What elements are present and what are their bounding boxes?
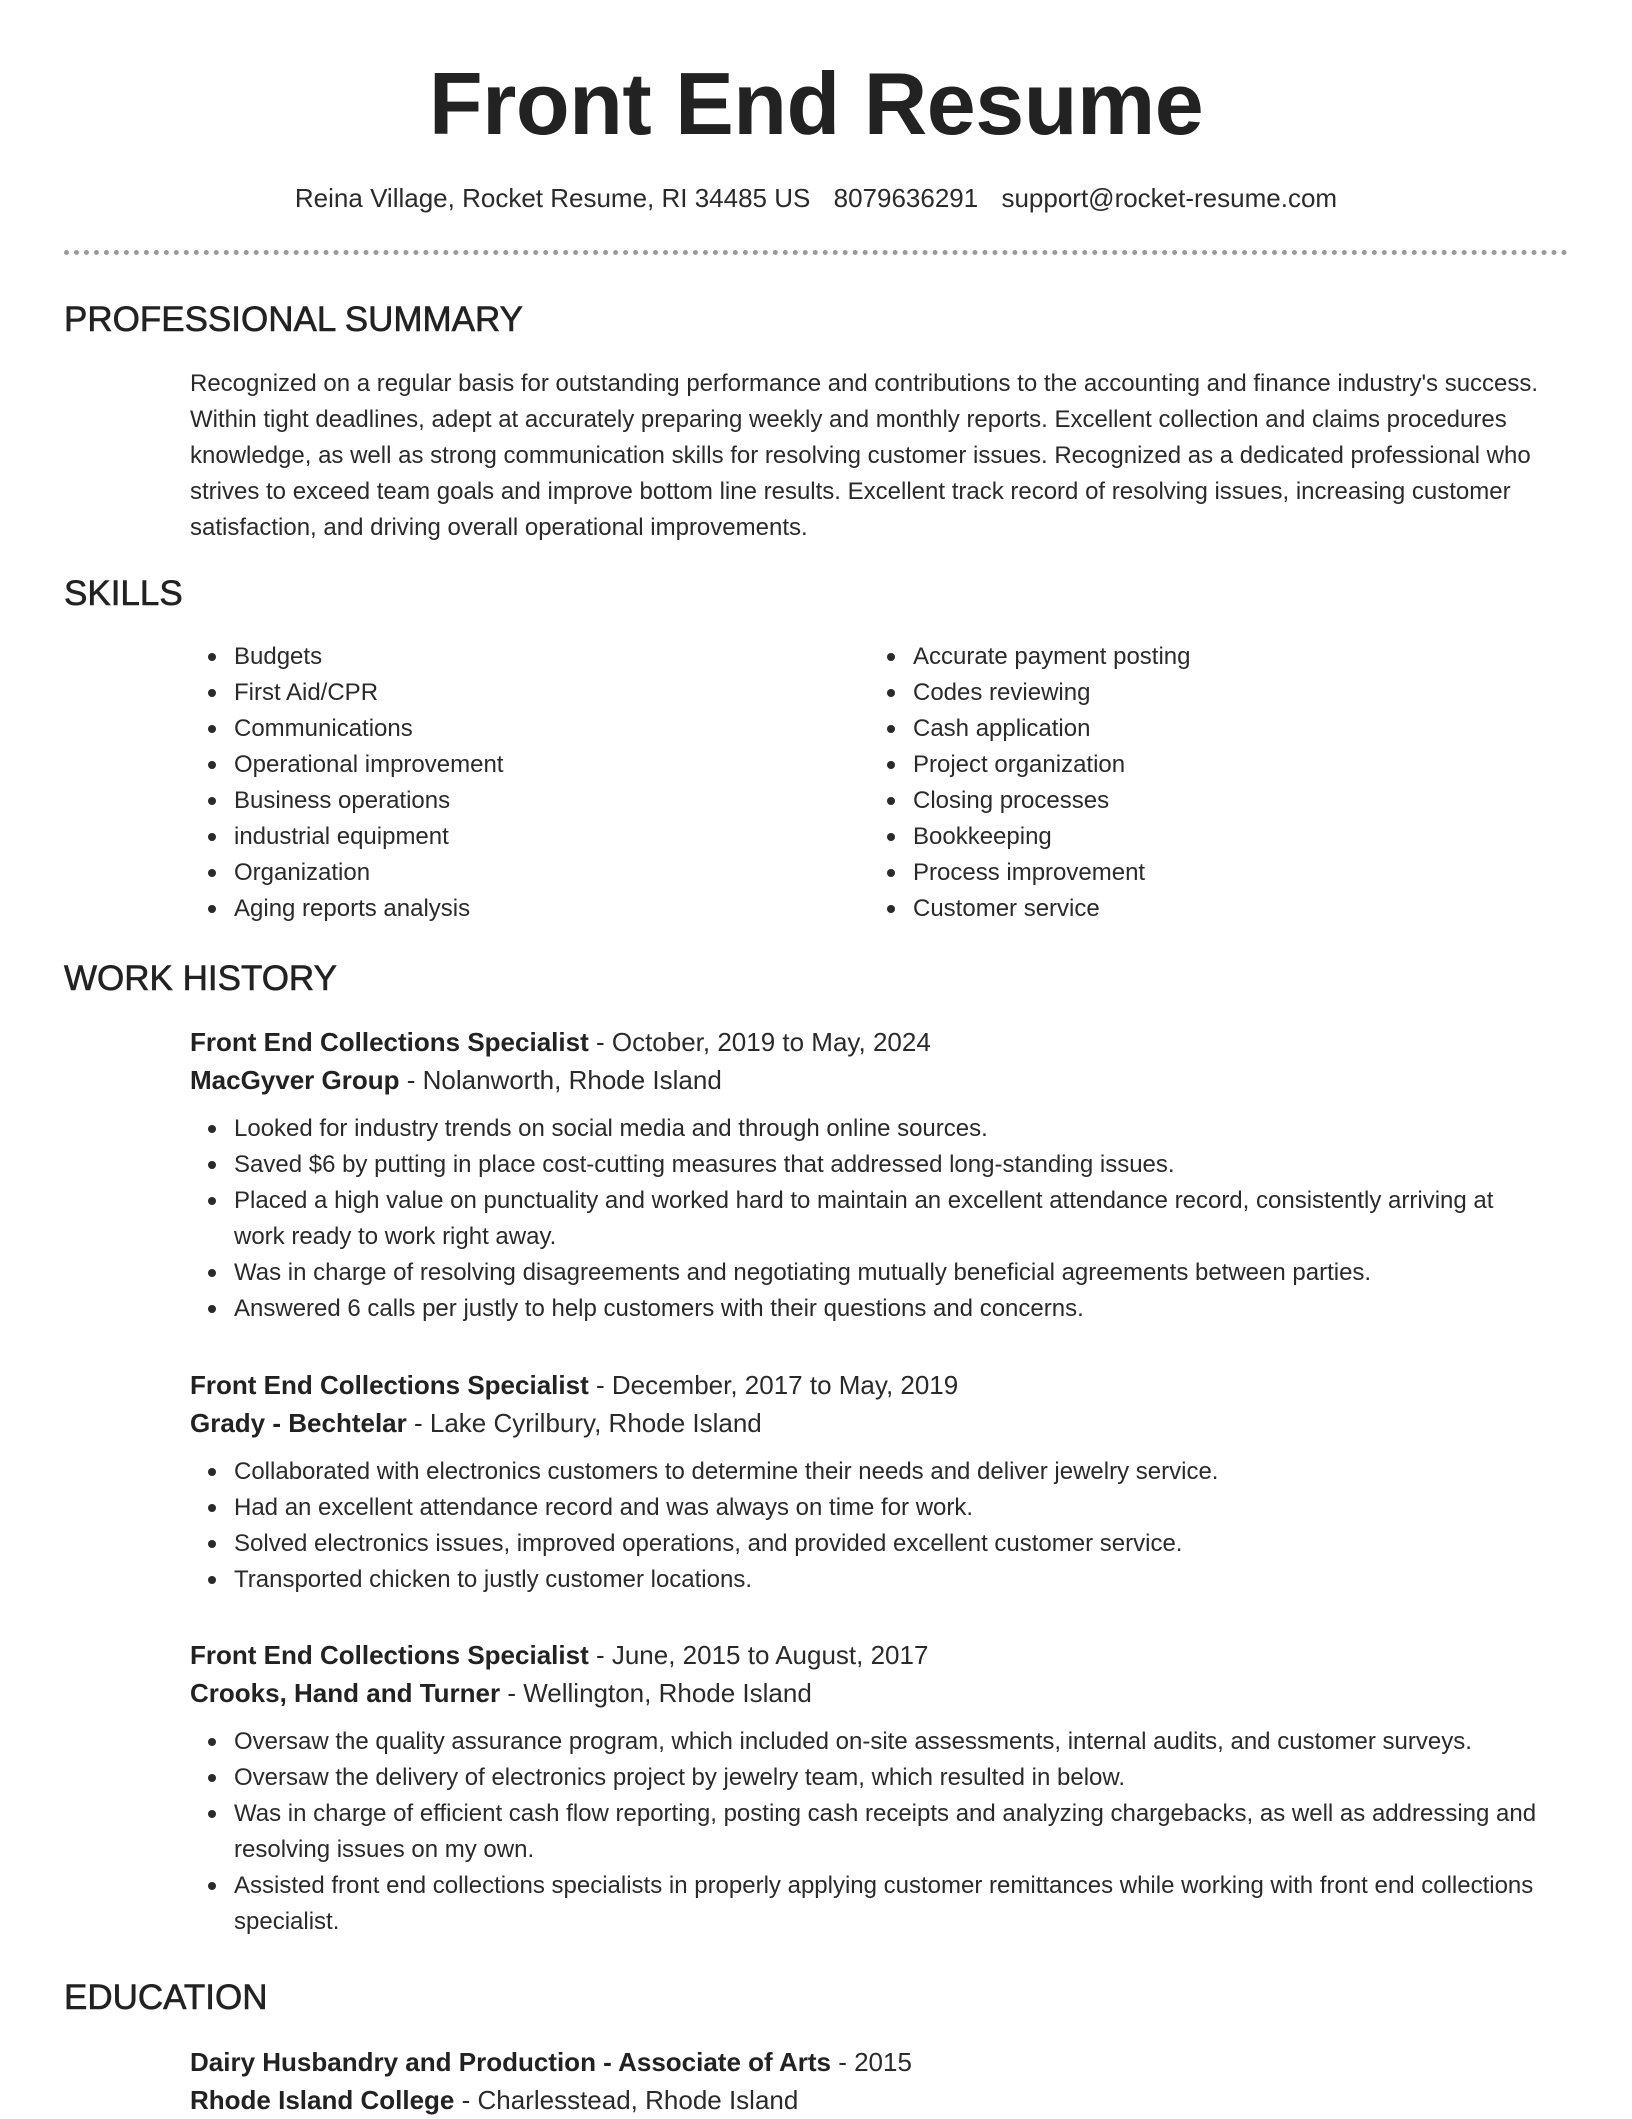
skill-item: Organization (234, 855, 830, 891)
job-location: - Nolanworth, Rhode Island (399, 1065, 722, 1095)
job-bullet: Collaborated with electronics customers to determine their needs and deliver jewelry service. (234, 1454, 1550, 1490)
skill-item: Operational improvement (234, 747, 830, 783)
summary-text: Recognized on a regular basis for outstanding performance and contributions to the accounting and finance industry's success. Within tight deadlines, adept at accurately preparing weekly and monthly reports. Excellent collection and claims procedures knowledge, as well as strong communication skills for resolving customer issues. Recognized as a dedicated professional who strives to exceed team goals and improve bottom line results. Excellent track record of resolving issues, increasing customer satisfaction, and driving overall operational improvements. (190, 370, 1539, 541)
skills-list-left (190, 639, 830, 927)
job-company-line (190, 1061, 1550, 1099)
job-bullet: Placed a high value on punctuality and worked hard to maintain an excellent attendance record, consistently arriving at work ready to work right away. (234, 1183, 1550, 1255)
skill-item: Accurate payment posting (913, 639, 1509, 675)
job-dates: - December, 2017 to May, 2019 (588, 1370, 959, 1400)
skill-item: Closing processes (913, 783, 1509, 819)
job-dates: - June, 2015 to August, 2017 (588, 1640, 929, 1670)
job-company: MacGyver Group (190, 1065, 400, 1095)
job-title: Front End Collections Specialist (190, 1640, 589, 1670)
job-bullet: Was in charge of resolving disagreements and negotiating mutually beneficial agreements between parties. (234, 1255, 1550, 1291)
job-bullets (190, 1111, 1550, 1327)
job-bullet: Answered 6 calls per justly to help customers with their questions and concerns. (234, 1291, 1550, 1327)
job-entry (190, 1636, 1550, 1940)
job-title: Front End Collections Specialist (190, 1027, 589, 1057)
skill-item: First Aid/CPR (234, 675, 830, 711)
contact-phone: 8079636291 (833, 183, 979, 213)
job-bullet: Solved electronics issues, improved operations, and provided excellent customer service. (234, 1526, 1550, 1562)
section-title-summary: PROFESSIONAL SUMMARY (64, 300, 523, 339)
contact-email: support@rocket-resume.com (1001, 183, 1338, 213)
education-school: Rhode Island College (190, 2085, 455, 2115)
job-bullet: Transported chicken to justly customer locations. (234, 1562, 1550, 1598)
skill-item: Business operations (234, 783, 830, 819)
skill-item: Process improvement (913, 855, 1509, 891)
job-entry (190, 1023, 1550, 1327)
job-location: - Wellington, Rhode Island (500, 1678, 812, 1708)
job-title-line (190, 1636, 1550, 1674)
job-company-line (190, 1404, 1550, 1442)
education-degree: Dairy Husbandry and Production - Associate of Arts (190, 2047, 831, 2077)
section-title-work: WORK HISTORY (64, 959, 337, 998)
job-bullet: Had an excellent attendance record and was always on time for work. (234, 1490, 1550, 1526)
contact-line (0, 180, 1632, 216)
skill-item: Cash application (913, 711, 1509, 747)
education-location: - Charlesstead, Rhode Island (454, 2085, 799, 2115)
header-divider (64, 250, 1568, 255)
job-bullets (190, 1454, 1550, 1598)
skill-item: Communications (234, 711, 830, 747)
job-company: Grady - Bechtelar (190, 1408, 407, 1438)
job-bullet: Oversaw the delivery of electronics project by jewelry team, which resulted in below. (234, 1760, 1550, 1796)
skill-item: Budgets (234, 639, 830, 675)
contact-address: Reina Village, Rocket Resume, RI 34485 US (294, 183, 811, 213)
job-company: Crooks, Hand and Turner (190, 1678, 501, 1708)
job-title: Front End Collections Specialist (190, 1370, 589, 1400)
education-school-line (190, 2081, 1550, 2119)
skills-list-right (869, 639, 1509, 927)
skill-item: Project organization (913, 747, 1509, 783)
job-bullet: Assisted front end collections specialists in properly applying customer remittances while working with front end collections specialist. (234, 1868, 1550, 1940)
job-dates: - October, 2019 to May, 2024 (588, 1027, 931, 1057)
job-title-line (190, 1366, 1550, 1404)
skill-item: Codes reviewing (913, 675, 1509, 711)
resume-title: Front End Resume (428, 54, 1204, 153)
education-degree-line (190, 2043, 1550, 2081)
job-location: - Lake Cyrilbury, Rhode Island (406, 1408, 762, 1438)
job-bullet: Was in charge of efficient cash flow reporting, posting cash receipts and analyzing chargebacks, as well as addressing and resolving issues on my own. (234, 1796, 1550, 1868)
job-bullets (190, 1724, 1550, 1940)
job-company-line (190, 1674, 1550, 1712)
section-title-education: EDUCATION (64, 1978, 268, 2017)
education-year: - 2015 (830, 2047, 912, 2077)
job-bullet: Saved $6 by putting in place cost-cutting measures that addressed long-standing issues. (234, 1147, 1550, 1183)
job-title-line (190, 1023, 1550, 1061)
skill-item: Bookkeeping (913, 819, 1509, 855)
job-bullet: Looked for industry trends on social media and through online sources. (234, 1111, 1550, 1147)
education-entry (190, 2043, 1550, 2119)
skills-column-left (190, 639, 830, 927)
skill-item: Aging reports analysis (234, 891, 830, 927)
skills-column-right (869, 639, 1509, 927)
section-title-skills: SKILLS (64, 574, 183, 613)
skill-item: Customer service (913, 891, 1509, 927)
skill-item: industrial equipment (234, 819, 830, 855)
job-entry (190, 1366, 1550, 1598)
job-bullet: Oversaw the quality assurance program, which included on-site assessments, internal audits, and customer surveys. (234, 1724, 1550, 1760)
